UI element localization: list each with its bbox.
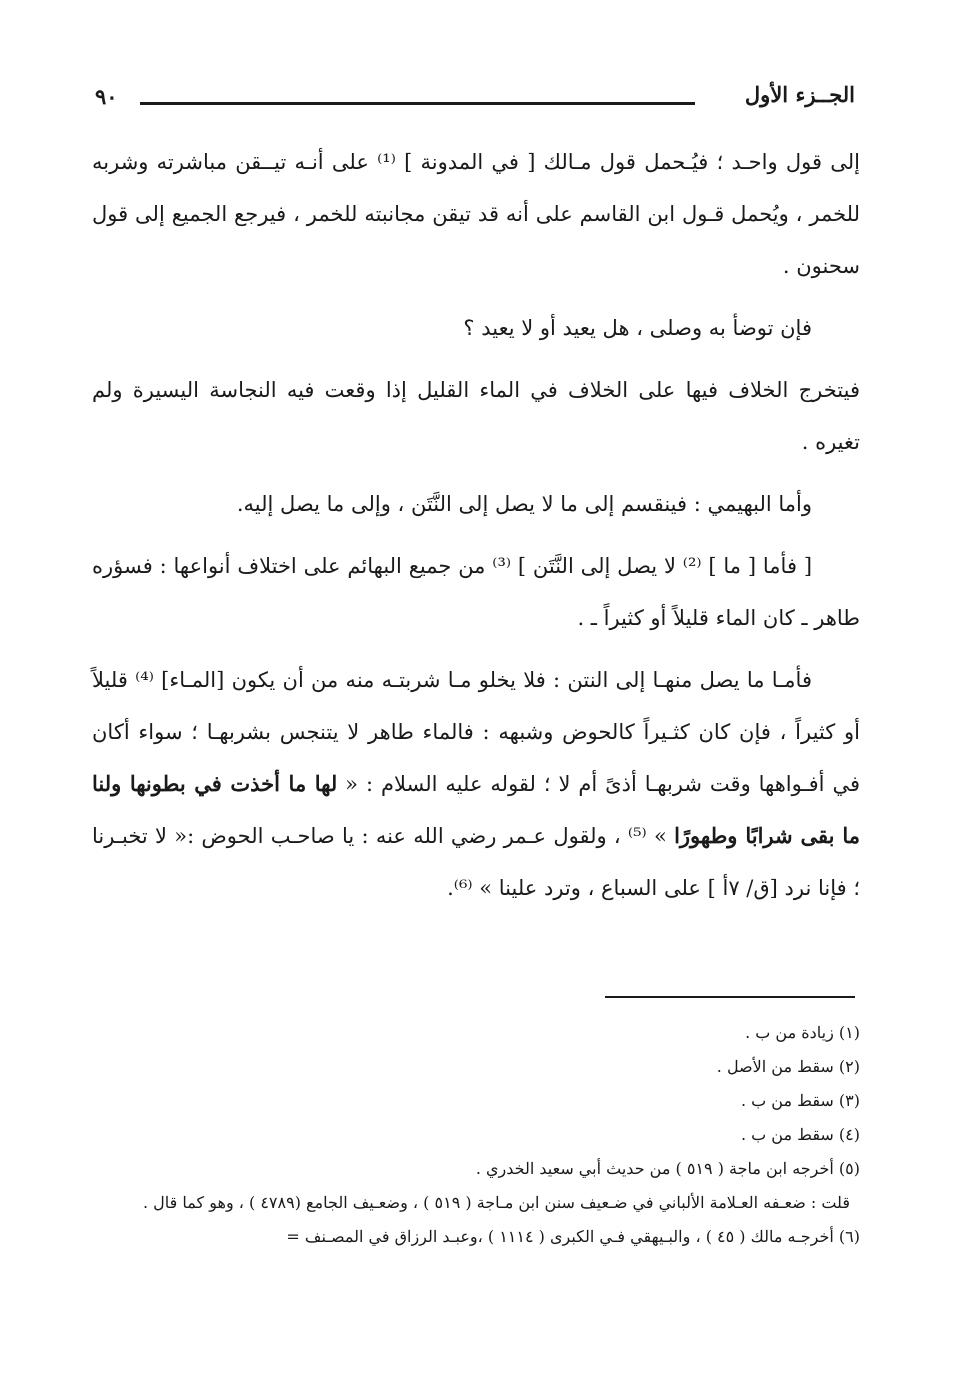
main-text bbox=[92, 136, 860, 924]
page-header bbox=[95, 82, 855, 122]
footnote-separator bbox=[605, 996, 855, 998]
paragraph-6-text-a: فأمـا ما يصل منهـا إلى النتن : فلا يخلو مـا شربتـه منه من أن يكون [المـاء] ⁽⁴⁾ قليلاً أو كثيراً ، فإن كان كثـيراً كالحوض وشبهه : فالماء طاهر لا يتنجس بشربهـا ؛ سواء أكان في أفـواهها وقت شربهـا أذىً أم لا ؛ لقوله عليه السلام : « bbox=[92, 668, 860, 796]
footnotes bbox=[92, 1016, 860, 1254]
footnote-5-note: قلت : ضعـفه العـلامة الألباني في ضـعيف سنن ابن مـاجة ( ٥١٩ ) ، وضعـيف الجامع (٤٧٨٩ ) ، وهو كما قال . bbox=[143, 1193, 850, 1212]
footnote-6: (٦) أخرجـه مالك ( ٤٥ ) ، والبـيهقي فـي الكبرى ( ١١١٤ ) ،وعبـد الرزاق في المصـنف = bbox=[286, 1227, 860, 1246]
running-title: الجــزء الأول bbox=[744, 82, 855, 107]
paragraph-6 bbox=[92, 654, 860, 914]
footnote-1: (١) زيادة من ب . bbox=[745, 1023, 860, 1042]
footnote-2: (٢) سقط من الأصل . bbox=[716, 1057, 860, 1076]
footnote-4: (٤) سقط من ب . bbox=[740, 1125, 860, 1144]
paragraph-5: [ فأما [ ما ] ⁽²⁾ لا يصل إلى النَّتَن ] ⁽³⁾ من جميع البهائم على اختلاف أنواعها : فسؤره طاهر ـ كان الماء قليلاً أو كثيراً ـ . bbox=[92, 554, 860, 630]
header-rule bbox=[140, 102, 695, 105]
paragraph-2: فإن توضأ به وصلى ، هل يعيد أو لا يعيد ؟ bbox=[463, 316, 812, 340]
hadith-quote: لها ما أخذت في بطونها ولنا ما بقى شرابًا وطهورًا bbox=[92, 771, 861, 848]
paragraph-4: وأما البهيمي : فينقسم إلى ما لا يصل إلى النَّتَن ، وإلى ما يصل إليه. bbox=[236, 492, 812, 516]
paragraph-6-text-b: » ⁽⁵⁾ ، ولقول عـمر رضي الله عنه : يا صاحـب الحوض :« لا تخبـرنا ؛ فإنا نرد [ق/ ٧أ ] على السباع ، وترد علينا » ⁽⁶⁾. bbox=[92, 824, 860, 900]
footnote-3: (٣) سقط من ب . bbox=[740, 1091, 860, 1110]
paragraph-1: إلى قول واحـد ؛ فيُـحمل قول مـالك [ في المدونة ] ⁽¹⁾ على أنـه تيــقن مباشرته وشربه للخمر ، ويُحمل قـول ابن القاسم على أنه قد تيقن مجانبته للخمر ، فيرجع الجميع إلى قول سحنون . bbox=[92, 150, 860, 278]
page-number: ٩٠ bbox=[95, 84, 118, 109]
footnote-5: (٥) أخرجه ابن ماجة ( ٥١٩ ) من حديث أبي سعيد الخدري . bbox=[475, 1159, 860, 1178]
paragraph-3: فيتخرج الخلاف فيها على الخلاف في الماء القليل إذا وقعت فيه النجاسة اليسيرة ولم تغيره . bbox=[92, 378, 860, 454]
